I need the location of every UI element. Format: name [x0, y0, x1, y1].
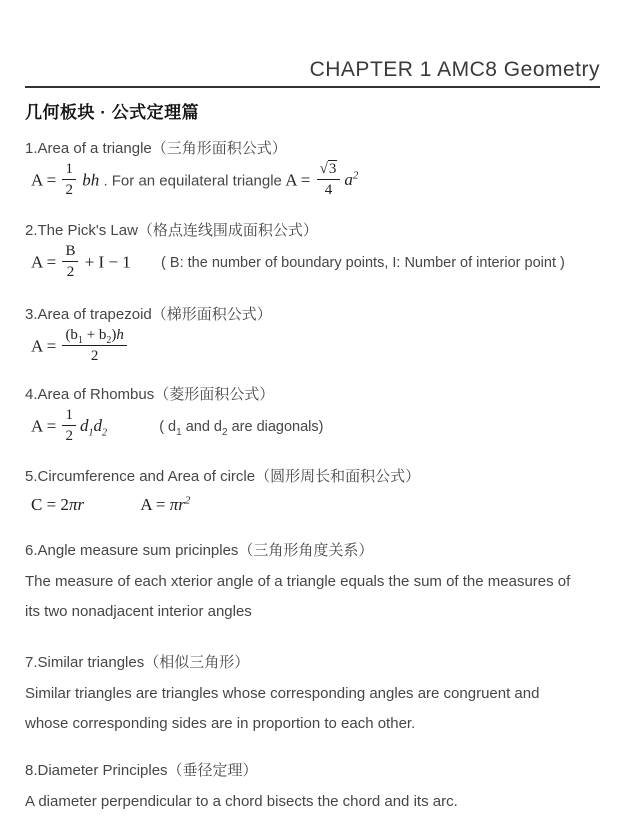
formula-lhs: C = 2	[31, 495, 69, 514]
item-5-formula	[31, 495, 600, 515]
item-2-label: 2.The Pick's Law（格点连线围成面积公式）	[25, 222, 318, 239]
formula-note	[159, 419, 324, 439]
note-text: and d	[181, 419, 222, 436]
item-4-label: 4.Area of Rhombus（菱形面积公式）	[25, 386, 275, 403]
numerator-text: (b	[65, 327, 78, 343]
formula-lhs: A =	[31, 416, 57, 436]
item-4	[25, 385, 600, 447]
formula-variable	[344, 170, 358, 189]
item-2-formula	[31, 244, 600, 283]
formula-variables	[79, 416, 107, 439]
subscript-2: 2	[106, 335, 112, 346]
page-header	[25, 57, 600, 88]
fraction	[62, 326, 126, 365]
subscript-2: 2	[101, 427, 107, 439]
formula-lhs: A =	[31, 170, 57, 190]
fraction-denominator: 2	[66, 264, 75, 280]
variable-d2: d	[93, 416, 102, 436]
formula-lhs: A =	[140, 495, 166, 514]
fraction-numerator: B	[62, 242, 78, 262]
item-7-paragraph: Similar triangles are triangles whose corresponding angles are congruent and whose corresponding sides are in proportion to each other.	[25, 685, 540, 732]
item-7	[25, 653, 600, 739]
numerator-text: )	[111, 327, 117, 343]
item-8-paragraph: A diameter perpendicular to a chord bisects the chord and its arc.	[25, 793, 458, 810]
chapter-title: CHAPTER 1 AMC8 Geometry	[309, 58, 600, 81]
item-7-label: 7.Similar triangles（相似三角形）	[25, 654, 250, 671]
section-heading: 几何板块 · 公式定理篇	[25, 103, 200, 122]
item-2	[25, 221, 600, 283]
subscript-1: 1	[176, 427, 182, 439]
item-3-label: 3.Area of trapezoid（梯形面积公式）	[25, 306, 272, 323]
fraction-numerator: 1	[62, 406, 76, 426]
fraction-numerator	[317, 160, 341, 180]
fraction-denominator: 2	[90, 348, 99, 364]
item-6-label: 6.Angle measure sum pricinples（三角形角度关系）	[25, 542, 374, 559]
formula-variables: bh	[82, 170, 100, 190]
fraction-denominator: 4	[324, 182, 333, 198]
item-5	[25, 467, 600, 515]
fraction	[62, 406, 76, 445]
formula-rest: + I − 1	[84, 252, 131, 272]
note-text: ( d	[159, 419, 177, 436]
item-8-label: 8.Diameter Principles（垂径定理）	[25, 762, 258, 779]
item-1	[25, 139, 600, 201]
sqrt-radicand: 3	[328, 161, 337, 177]
formula-note: ( B: the number of boundary points, I: Number of interior point )	[161, 255, 565, 272]
item-8	[25, 761, 600, 817]
fraction-numerator	[62, 326, 126, 346]
fraction-numerator: 1	[62, 160, 76, 180]
item-6	[25, 541, 600, 627]
item-6-paragraph: The measure of each xterior angle of a triangle equals the sum of the measures of its two nonadjacent interior angles	[25, 573, 571, 620]
formula-lhs: A =	[31, 252, 57, 272]
variable-pir: πr	[169, 495, 185, 514]
fraction-denominator: 2	[65, 428, 73, 444]
formula-variables: πr	[68, 495, 85, 514]
circumference-formula	[31, 495, 84, 514]
item-1-label: 1.Area of a triangle（三角形面积公式）	[25, 140, 287, 157]
fraction-sqrt	[317, 160, 341, 199]
variable-h: h	[116, 327, 124, 343]
variable-a: a	[344, 170, 353, 190]
fraction	[62, 242, 78, 281]
item-4-formula	[31, 408, 600, 447]
note-text: are diagonals)	[227, 419, 324, 436]
item-3	[25, 305, 600, 367]
formula-lhs: A =	[285, 170, 311, 190]
subscript-1: 1	[88, 427, 94, 439]
variable-d1: d	[79, 416, 89, 436]
sqrt-symbol: √	[319, 161, 328, 177]
numerator-text: + b	[82, 327, 107, 343]
fraction-denominator: 2	[65, 182, 73, 198]
subscript-1: 1	[77, 335, 83, 346]
formula-variables	[170, 495, 191, 514]
item-3-formula	[31, 328, 600, 367]
exponent: 2	[184, 494, 191, 507]
connecting-text: . For an equilateral triangle	[103, 172, 282, 190]
area-formula	[140, 495, 190, 514]
subscript-2: 2	[222, 427, 228, 439]
fraction	[62, 160, 76, 199]
item-1-formula	[31, 162, 600, 201]
formula-lhs: A =	[31, 336, 57, 356]
item-5-label: 5.Circumference and Area of circle（圆形周长和面积公式）	[25, 468, 421, 485]
exponent: 2	[352, 169, 359, 182]
